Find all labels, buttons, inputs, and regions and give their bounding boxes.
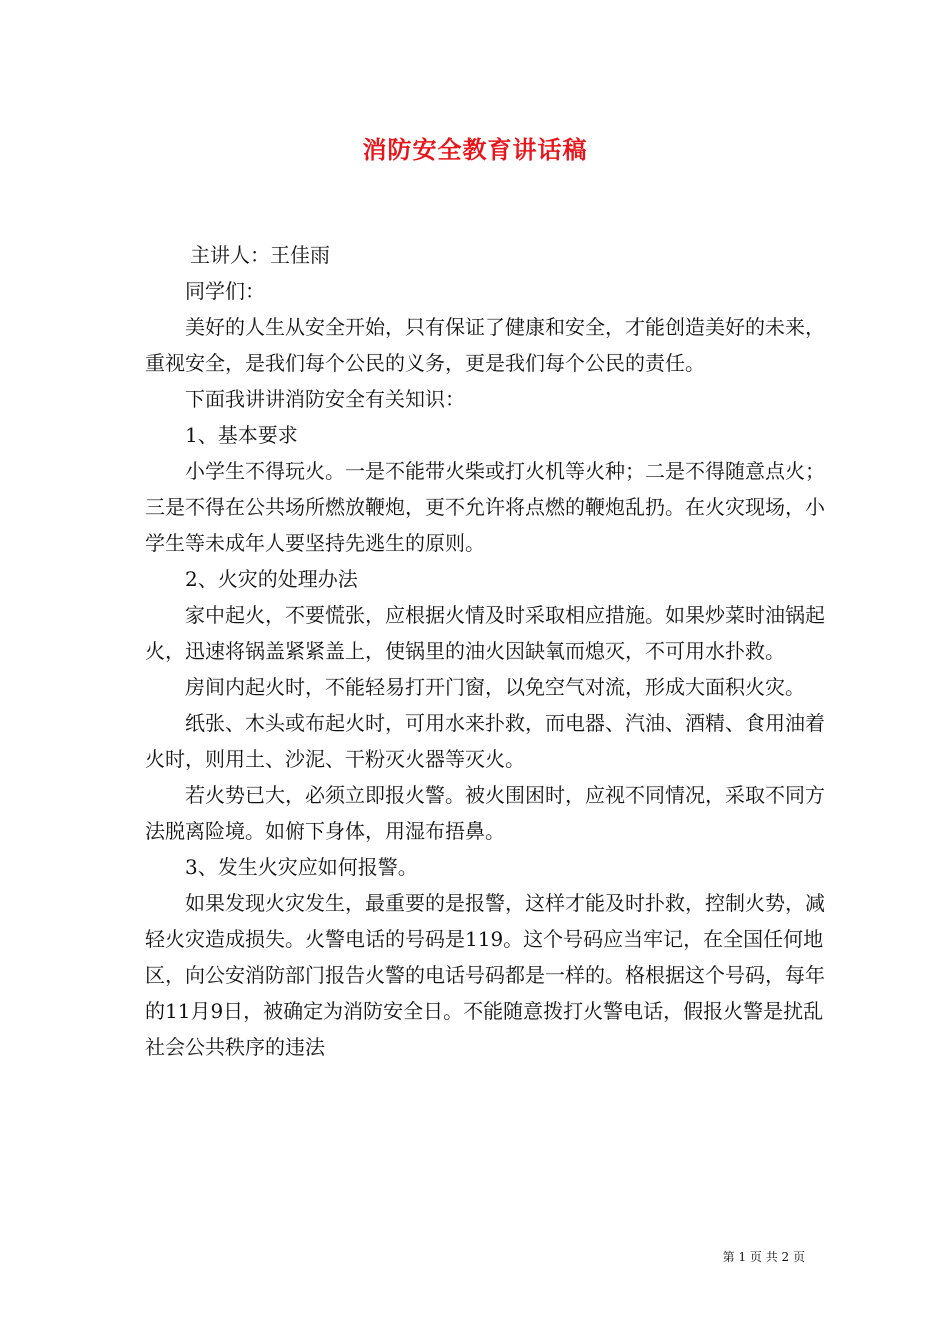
document-body xyxy=(145,237,825,1065)
page-number: 第 1 页 共 2 页 xyxy=(722,1250,805,1264)
paragraph-intro: 美好的人生从安全开始，只有保证了健康和安全，才能创造美好的未来，重视安全，是我们每个公民的义务，更是我们每个公民的责任。 xyxy=(145,315,825,375)
speaker-line: 主讲人：王佳雨 xyxy=(190,243,330,267)
paragraph: 若火势已大，必须立即报火警。被火围困时，应视不同情况，采取不同方法脱离险境。如俯下身体，用湿布捂鼻。 xyxy=(145,783,825,843)
paragraph-lead: 下面我讲讲消防安全有关知识： xyxy=(185,387,465,411)
paragraph: 房间内起火时，不能轻易打开门窗，以免空气对流，形成大面积火灾。 xyxy=(185,675,805,699)
section-heading-3: 3、发生火灾应如何报警。 xyxy=(185,855,418,879)
section-heading-1: 1、基本要求 xyxy=(185,423,298,447)
section-heading-2: 2、火灾的处理办法 xyxy=(185,567,358,591)
paragraph: 如果发现火灾发生，最重要的是报警，这样才能及时扑救，控制火势，减轻火灾造成损失。火警电话的号码是119。这个号码应当牢记，在全国任何地区，向公安消防部门报告火警的电话号码都是一样的。格根据这个号码，每年的11月9日，被确定为消防安全日。不能随意拨打火警电话，假报火警是扰乱社会公共秩序的违法 xyxy=(145,891,825,1059)
paragraph-greeting: 同学们： xyxy=(185,279,265,303)
paragraph: 小学生不得玩火。一是不能带火柴或打火机等火种；二是不得随意点火；三是不得在公共场所燃放鞭炮，更不允许将点燃的鞭炮乱扔。在火灾现场，小学生等未成年人要坚持先逃生的原则。 xyxy=(145,459,825,555)
document-title: 消防安全教育讲话稿 xyxy=(362,135,588,164)
paragraph: 纸张、木头或布起火时，可用水来扑救，而电器、汽油、酒精、食用油着火时，则用土、沙泥、干粉灭火器等灭火。 xyxy=(145,711,825,771)
paragraph: 家中起火，不要慌张，应根据火情及时采取相应措施。如果炒菜时油锅起火，迅速将锅盖紧紧盖上，使锅里的油火因缺氧而熄灭，不可用水扑救。 xyxy=(145,603,825,663)
